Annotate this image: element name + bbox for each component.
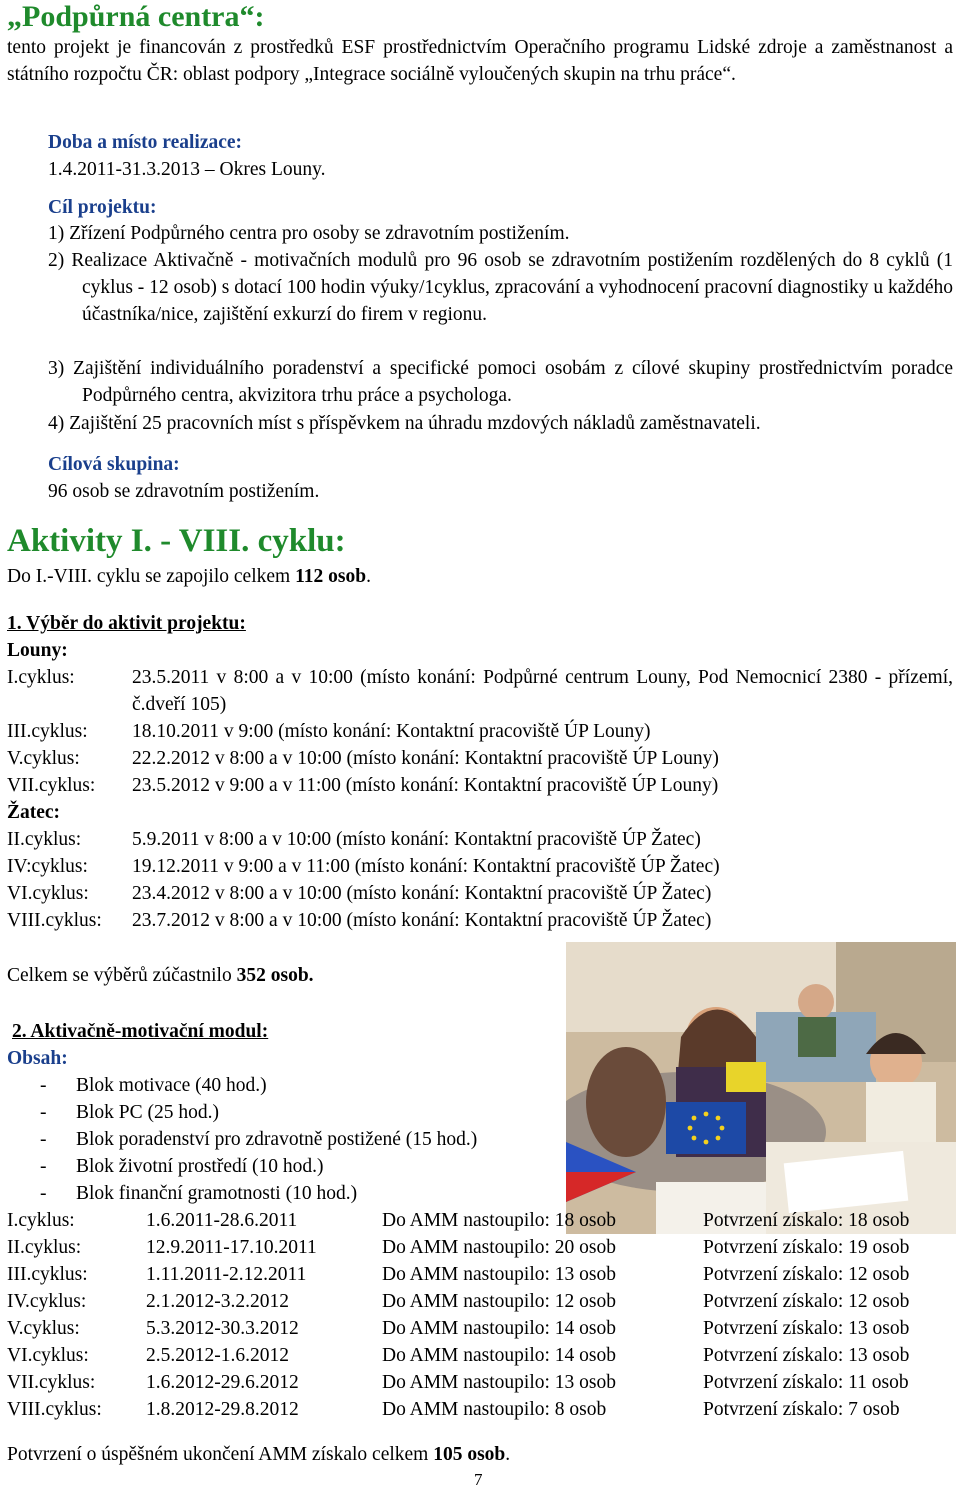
louny-cycle-text: 23.5.2011 v 8:00 a v 10:00 (místo konání: Podpůrné centrum Louny, Pod Nemocnicí 2380 - přízemí, č.dveří 105) [132,667,953,715]
vyber-heading: 1. Výběr do aktivit projektu: [7,613,246,634]
amm-dates-cell: 1.11.2011-2.12.2011 [146,1264,307,1285]
modul-heading: 2. Aktivačně-motivační modul: [12,1021,269,1042]
cil-item-4: 4) Zajištění 25 pracovních míst s příspěvkem na úhradu mzdových nákladů zaměstnavateli. [48,413,761,434]
amm-nastoupilo-cell: Do AMM nastoupilo: 14 osob [382,1345,617,1366]
amm-dates-cell: 1.6.2012-29.6.2012 [146,1372,299,1393]
amm-cycle-cell: III.cyklus: [7,1264,88,1285]
louny-cycle-label: I.cyklus: [7,667,75,688]
louny-heading: Louny: [7,640,68,661]
amm-potvrzeni-cell: Potvrzení získalo: 11 osob [703,1372,909,1393]
zatec-cycle-label: II.cyklus: [7,829,82,850]
zatec-cycle-text: 23.4.2012 v 8:00 a v 10:00 (místo konání: Kontaktní pracoviště ÚP Žatec) [132,883,712,904]
amm-dates-cell: 2.5.2012-1.6.2012 [146,1345,289,1366]
page-number: 7 [474,1470,483,1489]
amm-dates-cell: 2.1.2012-3.2.2012 [146,1291,289,1312]
cil-heading: Cíl projektu: [48,197,157,218]
louny-cycle-label: VII.cyklus: [7,775,96,796]
louny-cycle-text: 23.5.2012 v 9:00 a v 11:00 (místo konání: Kontaktní pracoviště ÚP Louny) [132,775,719,796]
page-title: „Podpůrná centra“: [7,0,265,33]
activities-summary: Do I.-VIII. cyklu se zapojilo celkem 112 osob. [7,566,371,587]
amm-dates-cell: 12.9.2011-17.10.2011 [146,1237,317,1258]
louny-cycle-text: 22.2.2012 v 8:00 a v 10:00 (místo konání: Kontaktní pracoviště ÚP Louny) [132,748,719,769]
zatec-cycle-text: 23.7.2012 v 8:00 a v 10:00 (místo konání: Kontaktní pracoviště ÚP Žatec) [132,910,712,931]
amm-dates-cell: 1.6.2011-28.6.2011 [146,1210,298,1231]
zatec-cycle-text: 5.9.2011 v 8:00 a v 10:00 (místo konání: Kontaktní pracoviště ÚP Žatec) [132,829,701,850]
amm-nastoupilo-cell: Do AMM nastoupilo: 18 osob [382,1210,617,1231]
zatec-cycle-text: 19.12.2011 v 9:00 a v 11:00 (místo konání: Kontaktní pracoviště ÚP Žatec) [132,856,720,877]
amm-cycle-cell: V.cyklus: [7,1318,80,1339]
activities-title: Aktivity I. - VIII. cyklu: [7,523,346,559]
cilova-heading: Cílová skupina: [48,454,180,475]
vyber-total: Celkem se výběrů zúčastnilo 352 osob. [7,965,314,986]
doba-heading: Doba a místo realizace: [48,132,243,153]
amm-dates-cell: 1.8.2012-29.8.2012 [146,1399,299,1420]
louny-cycle-label: III.cyklus: [7,721,88,742]
classroom-photo-illustration [566,942,956,1234]
amm-cycle-cell: I.cyklus: [7,1210,75,1231]
amm-cycle-cell: II.cyklus: [7,1237,82,1258]
amm-potvrzeni-cell: Potvrzení získalo: 13 osob [703,1318,910,1339]
intro-paragraph: tento projekt je financován z prostředků ESF prostřednictvím Operačního programu Lidské zdroje a zaměstnanost a státního rozpočtu ČR: oblast podpory „Integrace sociálně vyloučených skupin na trhu práce“. [7,37,953,85]
louny-cycle-label: V.cyklus: [7,748,80,769]
amm-cycle-cell: VI.cyklus: [7,1345,89,1366]
zatec-cycle-label: IV:cyklus: [7,856,88,877]
cilova-text: 96 osob se zdravotním postižením. [48,481,320,502]
amm-nastoupilo-cell: Do AMM nastoupilo: 20 osob [382,1237,617,1258]
zatec-cycle-label: VI.cyklus: [7,883,89,904]
amm-potvrzeni-cell: Potvrzení získalo: 12 osob [703,1291,910,1312]
amm-nastoupilo-cell: Do AMM nastoupilo: 12 osob [382,1291,617,1312]
amm-potvrzeni-cell: Potvrzení získalo: 19 osob [703,1237,910,1258]
zatec-heading: Žatec: [7,802,61,823]
amm-cycle-cell: VII.cyklus: [7,1372,96,1393]
louny-cycle-text: 18.10.2011 v 9:00 (místo konání: Kontaktní pracoviště ÚP Louny) [132,721,651,742]
doba-text: 1.4.2011-31.3.2013 – Okres Louny. [48,159,326,180]
amm-cycle-cell: IV.cyklus: [7,1291,87,1312]
amm-nastoupilo-cell: Do AMM nastoupilo: 14 osob [382,1318,617,1339]
zatec-cycle-label: VIII.cyklus: [7,910,102,931]
modul-total: Potvrzení o úspěšném ukončení AMM získalo celkem 105 osob. [7,1444,511,1465]
cil-item-2: 2) Realizace Aktivačně - motivačních modulů pro 96 osob se zdravotním postižením rozdělených do 8 cyklů (1 cyklus - 12 osob) s dotací 100 hodin výuky/1cyklus, zpracování a vyhodnocení pracovní diagnostiky u každého účastníka/nice, zajištění exkurzí do firem v regionu. [48,250,953,325]
amm-nastoupilo-cell: Do AMM nastoupilo: 8 osob [382,1399,607,1420]
cil-item-1: 1) Zřízení Podpůrného centra pro osoby se zdravotním postižením. [48,223,570,244]
amm-nastoupilo-cell: Do AMM nastoupilo: 13 osob [382,1264,617,1285]
amm-dates-cell: 5.3.2012-30.3.2012 [146,1318,299,1339]
amm-potvrzeni-cell: Potvrzení získalo: 7 osob [703,1399,900,1420]
cil-item-3: 3) Zajištění individuálního poradenství a specifické pomoci osobám z cílové skupiny prostřednictvím poradce Podpůrného centra, akvizitora trhu práce a psychologa. [48,358,953,406]
amm-cycle-cell: VIII.cyklus: [7,1399,102,1420]
obsah-heading: Obsah: [7,1048,68,1069]
amm-potvrzeni-cell: Potvrzení získalo: 12 osob [703,1264,910,1285]
amm-nastoupilo-cell: Do AMM nastoupilo: 13 osob [382,1372,617,1393]
classroom-photo [566,942,956,1234]
amm-potvrzeni-cell: Potvrzení získalo: 18 osob [703,1210,910,1231]
amm-potvrzeni-cell: Potvrzení získalo: 13 osob [703,1345,910,1366]
